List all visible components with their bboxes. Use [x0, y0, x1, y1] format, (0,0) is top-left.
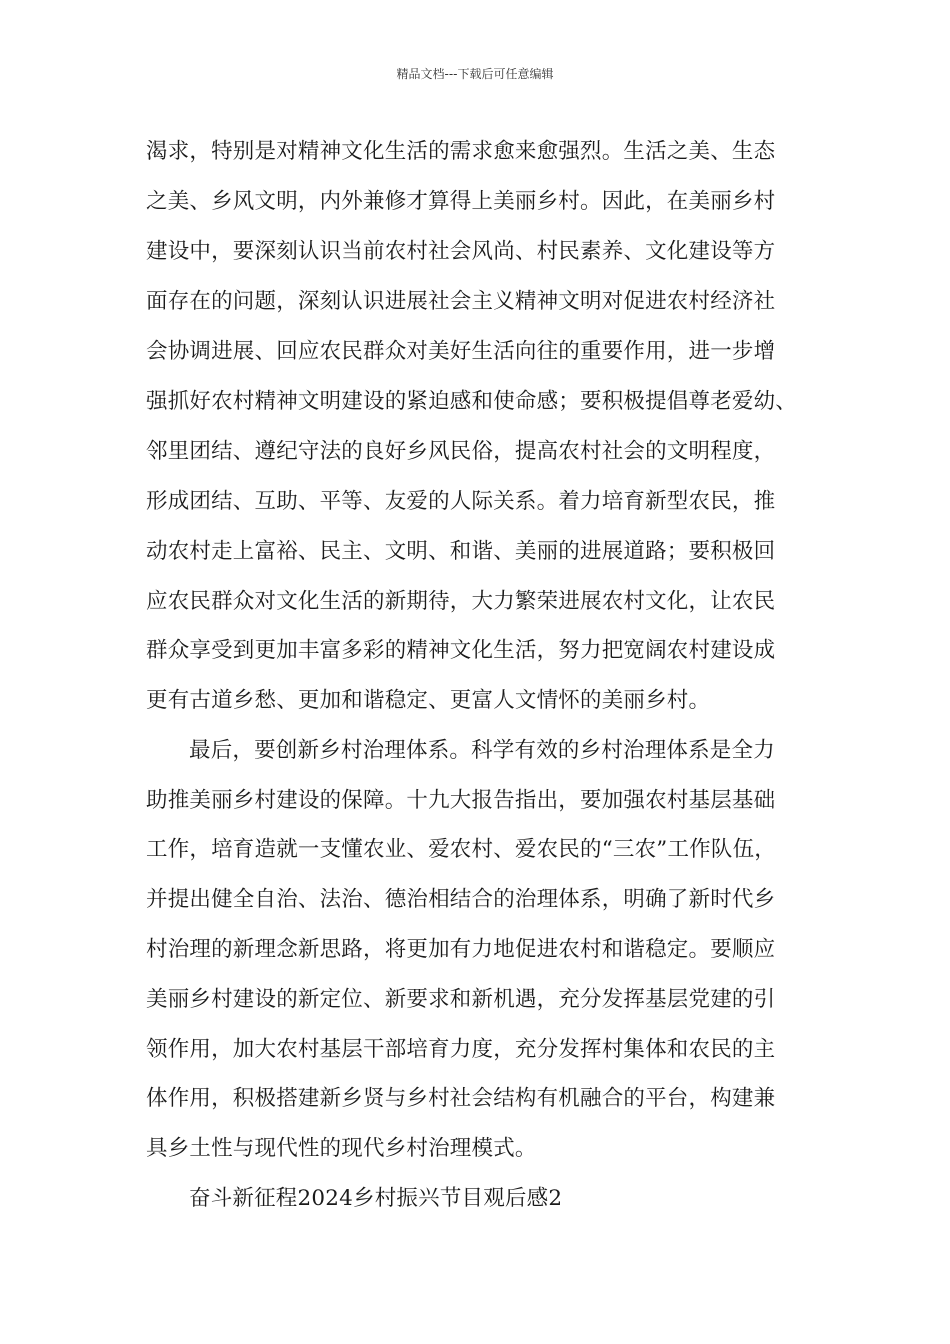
paragraph-line: 会协调进展、回应农民群众对美好生活向往的重要作用，进一步增	[146, 339, 776, 364]
paragraph-line: 动农村走上富裕、民主、文明、和谐、美丽的进展道路；要积极回	[146, 539, 776, 564]
paragraph-line: 助推美丽乡村建设的保障。十九大报告指出，要加强农村基层基础	[146, 788, 776, 813]
paragraph-line: 建设中，要深刻认识当前农村社会风尚、村民素养、文化建设等方	[146, 239, 776, 264]
paragraph-line: 群众享受到更加丰富多彩的精神文化生活，努力把宽阔农村建设成	[146, 638, 776, 663]
paragraph-line: 最后，要创新乡村治理体系。科学有效的乡村治理体系是全力	[189, 738, 775, 763]
page-header: 精品文档---下载后可任意编辑	[396, 67, 554, 81]
paragraph-line: 工作，培育造就一支懂农业、爱农村、爱农民的“三农”工作队伍，	[146, 837, 776, 862]
section-title: 奋斗新征程2024乡村振兴节目观后感2	[189, 1186, 563, 1211]
paragraph-line: 之美、乡风文明，内外兼修才算得上美丽乡村。因此，在美丽乡村	[146, 189, 776, 214]
paragraph-line: 并提出健全自治、法治、德治相结合的治理体系，明确了新时代乡	[146, 887, 776, 912]
paragraph-line: 形成团结、互助、平等、友爱的人际关系。着力培育新型农民，推	[146, 489, 776, 514]
paragraph-line: 邻里团结、遵纪守法的良好乡风民俗，提高农村社会的文明程度，	[146, 439, 776, 464]
paragraph-line: 应农民群众对文化生活的新期待，大力繁荣进展农村文化，让农民	[146, 589, 776, 614]
paragraph-line: 体作用，积极搭建新乡贤与乡村社会结构有机融合的平台，构建兼	[146, 1086, 776, 1111]
paragraph-line: 具乡土性与现代性的现代乡村治理模式。	[146, 1136, 537, 1161]
paragraph-line: 更有古道乡愁、更加和谐稳定、更富人文情怀的美丽乡村。	[146, 688, 711, 713]
paragraph-line: 面存在的问题，深刻认识进展社会主义精神文明对促进农村经济社	[146, 289, 776, 314]
paragraph-line: 村治理的新理念新思路，将更加有力地促进农村和谐稳定。要顺应	[146, 937, 776, 962]
paragraph-line: 美丽乡村建设的新定位、新要求和新机遇，充分发挥基层党建的引	[146, 987, 776, 1012]
paragraph-line: 领作用，加大农村基层干部培育力度，充分发挥村集体和农民的主	[146, 1037, 776, 1062]
paragraph-line: 强抓好农村精神文明建设的紧迫感和使命感；要积极提倡尊老爱幼、	[146, 389, 798, 414]
paragraph-line: 渴求，特别是对精神文化生活的需求愈来愈强烈。生活之美、生态	[146, 139, 776, 164]
